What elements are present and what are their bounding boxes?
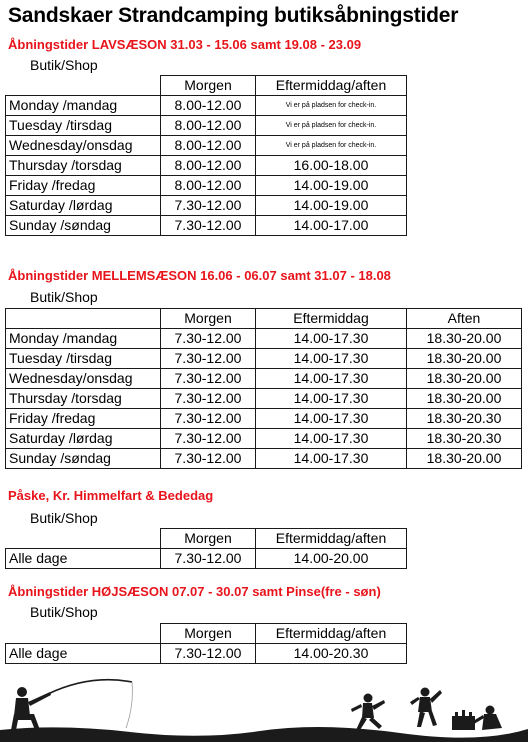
- time-cell: 14.00-19.00: [256, 176, 407, 196]
- time-cell: 7.30-12.00: [161, 349, 256, 369]
- time-cell: 18.30-20.00: [407, 449, 522, 469]
- time-cell: 7.30-12.00: [161, 196, 256, 216]
- table-header-row: [6, 309, 522, 329]
- time-cell: 14.00-17.30: [256, 369, 407, 389]
- note-cell: Vi er på pladsen for check-in.: [256, 116, 407, 136]
- page-title: Sandskaer Strandcamping butiksåbningstider: [8, 4, 459, 27]
- table-row: [6, 429, 522, 449]
- column-header: Eftermiddag/aften: [256, 529, 407, 549]
- section-heading-hojsaeson: Åbningstider HØJSÆSON 07.07 - 30.07 samt Pinse(fre - søn): [8, 584, 381, 599]
- day-cell: Saturday /lørdag: [6, 196, 161, 216]
- day-cell: Wednesday/onsdag: [6, 136, 161, 156]
- table-header-row: [6, 529, 407, 549]
- time-cell: 7.30-12.00: [161, 409, 256, 429]
- time-cell: 14.00-20.30: [256, 644, 407, 664]
- note-cell: Vi er på pladsen for check-in.: [256, 96, 407, 116]
- section-heading-lavsaeson: Åbningstider LAVSÆSON 31.03 - 15.06 samt 19.08 - 23.09: [8, 37, 362, 52]
- schedule-table-lavsaeson: [5, 75, 407, 236]
- table-row: [6, 216, 407, 236]
- day-cell: Thursday /torsdag: [6, 156, 161, 176]
- column-header: Aften: [407, 309, 522, 329]
- day-cell: Friday /fredag: [6, 409, 161, 429]
- butik-label: Butik/Shop: [30, 57, 98, 73]
- butik-label: Butik/Shop: [30, 510, 98, 526]
- time-cell: 7.30-12.00: [161, 429, 256, 449]
- time-cell: 18.30-20.00: [407, 349, 522, 369]
- section-heading-helligdage: Påske, Kr. Himmelfart & Bededag: [8, 488, 214, 503]
- time-cell: 16.00-18.00: [256, 156, 407, 176]
- time-cell: 7.30-12.00: [161, 216, 256, 236]
- column-header: Morgen: [161, 309, 256, 329]
- table-row: [6, 549, 407, 569]
- time-cell: 14.00-17.30: [256, 329, 407, 349]
- table-row: [6, 644, 407, 664]
- time-cell: 18.30-20.00: [407, 329, 522, 349]
- column-header: Morgen: [161, 76, 256, 96]
- table-row: [6, 176, 407, 196]
- time-cell: 14.00-17.30: [256, 429, 407, 449]
- day-cell: Tuesday /tirsdag: [6, 116, 161, 136]
- table-header-row: [6, 76, 407, 96]
- table-row: [6, 136, 407, 156]
- table-row: [6, 369, 522, 389]
- table-header-row: [6, 624, 407, 644]
- time-cell: 7.30-12.00: [161, 644, 256, 664]
- day-cell: Alle dage: [6, 644, 161, 664]
- day-cell: Friday /fredag: [6, 176, 161, 196]
- schedule-table-helligdage: [5, 528, 407, 569]
- time-cell: 8.00-12.00: [161, 176, 256, 196]
- table-row: [6, 156, 407, 176]
- table-row: [6, 329, 522, 349]
- beach-silhouettes-icon: [0, 672, 528, 742]
- time-cell: 14.00-17.30: [256, 449, 407, 469]
- time-cell: 14.00-19.00: [256, 196, 407, 216]
- time-cell: 14.00-17.30: [256, 409, 407, 429]
- day-cell: Sunday /søndag: [6, 216, 161, 236]
- day-cell: Monday /mandag: [6, 329, 161, 349]
- time-cell: 14.00-17.30: [256, 389, 407, 409]
- section-heading-mellemsaeson: Åbningstider MELLEMSÆSON 16.06 - 06.07 samt 31.07 - 18.08: [8, 268, 391, 283]
- table-row: [6, 96, 407, 116]
- column-header: Morgen: [161, 624, 256, 644]
- time-cell: 7.30-12.00: [161, 449, 256, 469]
- time-cell: 18.30-20.30: [407, 429, 522, 449]
- time-cell: 7.30-12.00: [161, 329, 256, 349]
- table-row: [6, 116, 407, 136]
- time-cell: 7.30-12.00: [161, 369, 256, 389]
- table-row: [6, 196, 407, 216]
- time-cell: 18.30-20.00: [407, 389, 522, 409]
- time-cell: 8.00-12.00: [161, 136, 256, 156]
- day-cell: Wednesday/onsdag: [6, 369, 161, 389]
- time-cell: 7.30-12.00: [161, 389, 256, 409]
- day-cell: Alle dage: [6, 549, 161, 569]
- time-cell: 14.00-20.00: [256, 549, 407, 569]
- time-cell: 18.30-20.00: [407, 369, 522, 389]
- time-cell: 8.00-12.00: [161, 156, 256, 176]
- column-header: Eftermiddag/aften: [256, 624, 407, 644]
- schedule-table-mellemsaeson: [5, 308, 522, 469]
- day-cell: Saturday /lørdag: [6, 429, 161, 449]
- butik-label: Butik/Shop: [30, 604, 98, 620]
- table-row: [6, 409, 522, 429]
- day-cell: Sunday /søndag: [6, 449, 161, 469]
- table-row: [6, 349, 522, 369]
- day-cell: Tuesday /tirsdag: [6, 349, 161, 369]
- schedule-table-hojsaeson: [5, 623, 407, 664]
- time-cell: 7.30-12.00: [161, 549, 256, 569]
- time-cell: 8.00-12.00: [161, 116, 256, 136]
- time-cell: 8.00-12.00: [161, 96, 256, 116]
- time-cell: 14.00-17.30: [256, 349, 407, 369]
- day-cell: Monday /mandag: [6, 96, 161, 116]
- time-cell: 18.30-20.30: [407, 409, 522, 429]
- column-header: Eftermiddag/aften: [256, 76, 407, 96]
- time-cell: 14.00-17.00: [256, 216, 407, 236]
- column-header: Morgen: [161, 529, 256, 549]
- butik-label: Butik/Shop: [30, 289, 98, 305]
- table-row: [6, 449, 522, 469]
- note-cell: Vi er på pladsen for check-in.: [256, 136, 407, 156]
- column-header: Eftermiddag: [256, 309, 407, 329]
- day-cell: Thursday /torsdag: [6, 389, 161, 409]
- table-row: [6, 389, 522, 409]
